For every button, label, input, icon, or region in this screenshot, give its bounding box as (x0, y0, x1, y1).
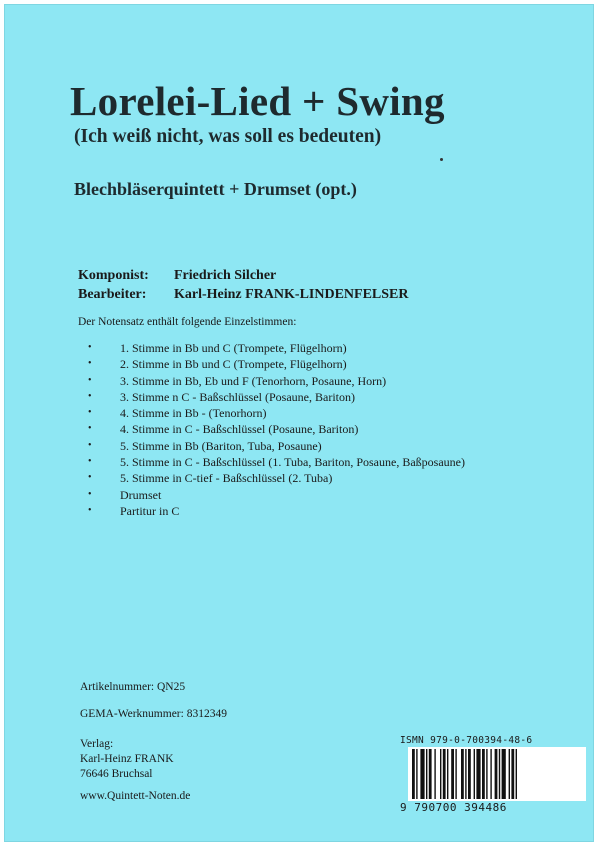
barcode-number: 9 790700 394486 (400, 801, 507, 814)
composer-row (78, 266, 409, 285)
list-item: • Partitur in C (88, 503, 180, 518)
bullet-icon: • (88, 504, 92, 516)
bullet-icon: • (88, 390, 92, 402)
list-item: • 5. Stimme in C-tief - Baßschlüssel (2. Tuba) (88, 471, 333, 486)
article-number: Artikelnummer: QN25 (80, 681, 186, 693)
arranger-name: Karl-Heinz FRANK-LINDENFELSER (174, 287, 409, 302)
composer-name: Friedrich Silcher (174, 268, 277, 283)
list-item: • 4. Stimme in Bb - (Tenorhorn) (88, 406, 267, 421)
ismn-label: ISMN 979-0-700394-48-6 (400, 735, 533, 746)
credits-block (78, 266, 409, 304)
publisher-name: Karl-Heinz FRANK (80, 753, 174, 765)
list-item: • 2. Stimme in Bb und C (Trompete, Flügelhorn) (88, 357, 347, 372)
bullet-icon: • (88, 342, 92, 353)
publisher-city: 76646 Bruchsal (80, 768, 153, 780)
subtitle: (Ich weiß nicht, was soll es bedeuten) (74, 126, 382, 147)
composer-label: Komponist: (78, 268, 149, 283)
ensemble-line: Blechbläserquintett + Drumset (opt.) (74, 179, 357, 199)
list-item: • 5. Stimme in C - Baßschlüssel (1. Tuba, Bariton, Posaune, Baßposaune) (88, 455, 465, 470)
list-item: • 3. Stimme in Bb, Eb und F (Tenorhorn, Posaune, Horn) (88, 373, 387, 388)
gema-number: GEMA-Werknummer: 8312349 (80, 708, 227, 720)
bullet-icon: • (88, 407, 92, 419)
list-item: • 5. Stimme in Bb (Bariton, Tuba, Posaune) (88, 438, 322, 453)
list-item: • Drumset (88, 487, 162, 502)
website-link[interactable]: www.Quintett-Noten.de (80, 790, 191, 802)
publisher-block (80, 737, 174, 782)
bullet-icon: • (88, 423, 92, 435)
parts-intro: Der Notensatz enthält folgende Einzelstimmen: (78, 316, 297, 328)
barcode-icon (408, 747, 586, 801)
arranger-row (78, 285, 409, 304)
list-item: • 3. Stimme n C - Baßschlüssel (Posaune, Bariton) (88, 389, 355, 404)
arranger-label: Bearbeiter: (78, 287, 147, 302)
parts-list (88, 340, 465, 519)
cover-sheet (4, 4, 594, 842)
bullet-icon: • (88, 439, 92, 451)
bullet-icon: • (88, 358, 92, 370)
bullet-icon: • (88, 488, 92, 500)
list-item: • 1. Stimme in Bb und C (Trompete, Flügelhorn) (88, 341, 347, 355)
bullet-icon: • (88, 472, 92, 484)
page-title: Lorelei-Lied + Swing (70, 78, 445, 124)
bullet-icon: • (88, 374, 92, 386)
publisher-label: Verlag: (80, 738, 114, 750)
list-item: • 4. Stimme in C - Baßschlüssel (Posaune, Bariton) (88, 422, 359, 437)
bullet-icon: • (88, 456, 92, 468)
ink-dot (440, 158, 443, 161)
